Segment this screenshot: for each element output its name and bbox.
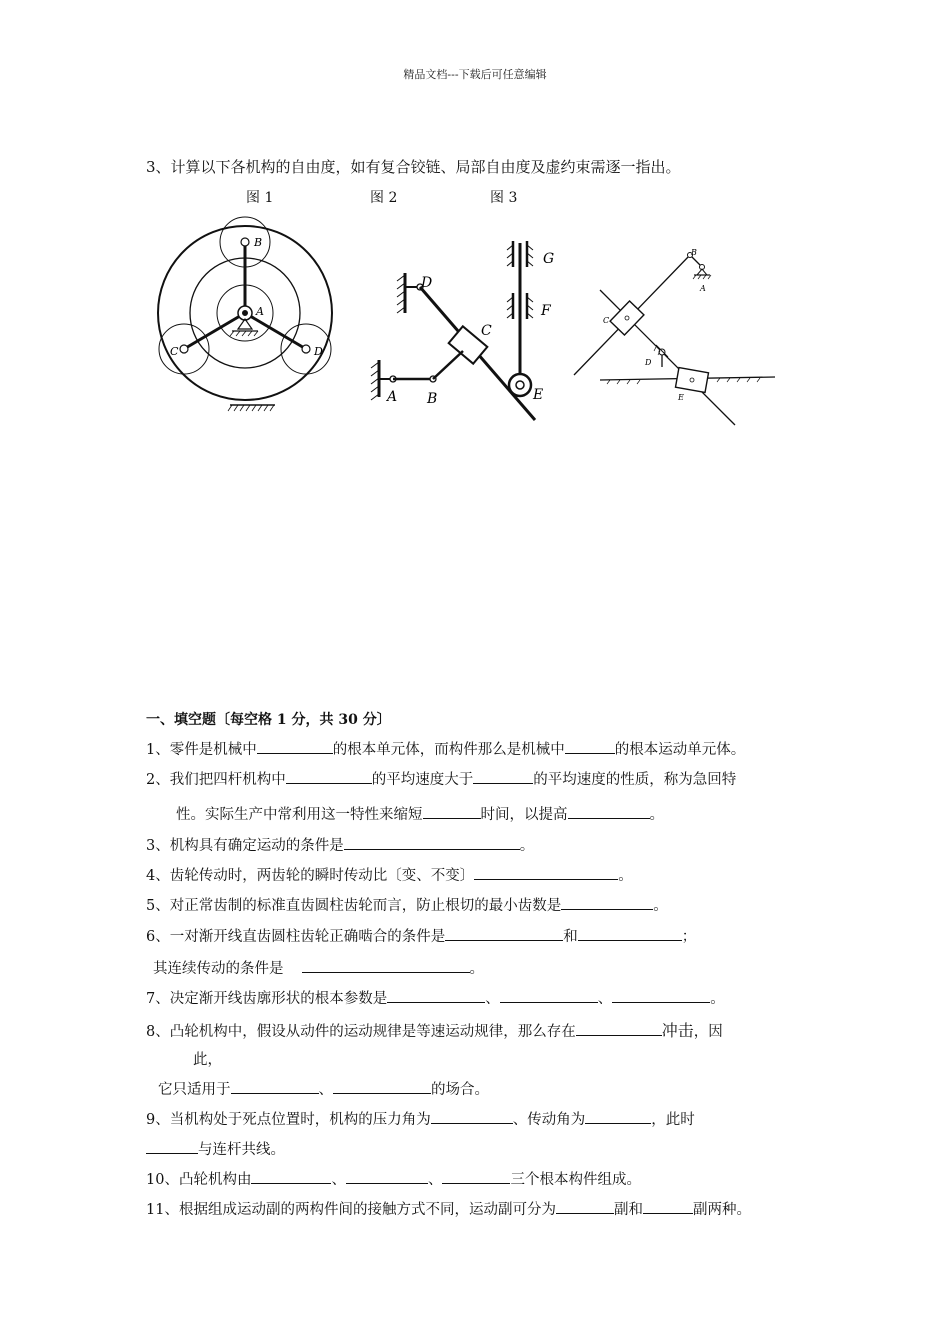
q6-blank-1[interactable]	[445, 925, 563, 941]
q8-text-d: 此，	[193, 1052, 222, 1068]
q10-blank-3[interactable]	[442, 1168, 510, 1184]
question-10	[146, 1168, 641, 1189]
q10-text-a: 10、凸轮机构由	[146, 1172, 252, 1188]
q8-text-c: ，因	[693, 1024, 723, 1040]
fig1-label-d: D	[314, 345, 323, 358]
q2-text-e: 时间，以提高	[480, 807, 568, 823]
page-header: 精品文档---下载后可任意编辑	[403, 68, 547, 81]
q6-text-a: 6、一对渐开线直齿圆柱齿轮正确啮合的条件是	[146, 929, 446, 945]
fig3-label-c: C	[603, 316, 610, 325]
q7-blank-1[interactable]	[387, 987, 485, 1003]
q1-blank-1[interactable]	[257, 738, 333, 754]
section-title: 一、填空题〔每空格 1 分，共 30 分〕	[146, 712, 391, 728]
q10-text-d: 三个根本构件组成。	[510, 1172, 641, 1188]
q7-blank-3[interactable]	[612, 987, 710, 1003]
q8-text-b: 冲击	[661, 1021, 694, 1040]
fig3-label-a: A	[700, 284, 706, 293]
question-3	[146, 834, 534, 855]
q2-text-c: 的平均速度的性质，称为急回特	[533, 772, 737, 788]
q1-text-c: 的根本运动单元体。	[614, 742, 746, 758]
question-4	[146, 864, 633, 885]
q6-text-c: ；	[681, 929, 697, 945]
question-9-cont	[146, 1138, 285, 1159]
q2-blank-3[interactable]	[423, 803, 481, 819]
q7-text-b: 、	[485, 991, 500, 1007]
q7-text-c: 、	[597, 991, 613, 1007]
q9-blank-3[interactable]	[146, 1138, 198, 1154]
q9-text-d: 与连杆共线。	[198, 1142, 285, 1158]
figure-2-linkage	[365, 235, 565, 430]
question-8-cont2	[158, 1078, 489, 1099]
q11-blank-1[interactable]	[556, 1198, 614, 1214]
fig2-label-c: C	[481, 323, 492, 339]
q3-blank-1[interactable]	[344, 834, 520, 850]
q1-text-b: 的根本单元体，而构件那么是机械中	[332, 742, 565, 758]
q8-blank-1[interactable]	[576, 1020, 662, 1036]
q8-text-f: 、	[318, 1082, 333, 1098]
q5-text-b: 。	[653, 898, 668, 914]
q8-blank-3[interactable]	[333, 1078, 431, 1094]
fig2-label-d: D	[421, 275, 433, 291]
q6-blank-3[interactable]	[302, 957, 470, 973]
q7-text-d: 。	[710, 991, 725, 1007]
q10-blank-2[interactable]	[346, 1168, 428, 1184]
q2-blank-4[interactable]	[568, 803, 650, 819]
q2-text-f: 。	[649, 807, 664, 823]
q8-blank-2[interactable]	[231, 1078, 319, 1094]
q10-blank-1[interactable]	[251, 1168, 331, 1184]
fig1-label-c: C	[170, 345, 179, 358]
question-6-cont	[153, 957, 484, 978]
q9-text-b: 、传动角为	[512, 1112, 586, 1128]
q9-blank-2[interactable]	[585, 1108, 651, 1124]
q9-blank-1[interactable]	[431, 1108, 513, 1124]
q4-text-a: 4、齿轮传动时，两齿轮的瞬时传动比〔变、不变〕	[146, 868, 475, 884]
q2-text-a: 2、我们把四杆机构中	[146, 772, 286, 788]
fig1-label-b: B	[254, 236, 263, 249]
fig2-label-f: F	[541, 303, 551, 319]
q11-text-b: 副和	[613, 1202, 643, 1218]
q8-text-e: 它只适用于	[158, 1082, 231, 1098]
q8-text-g: 的场合。	[431, 1082, 489, 1098]
q4-text-b: 。	[618, 868, 633, 884]
figure-1-label: 图 1	[246, 190, 274, 206]
figure-3-slider-mechanism	[570, 245, 780, 430]
q5-text-a: 5、对正常齿制的标准直齿圆柱齿轮而言，防止根切的最小齿数是	[146, 898, 562, 914]
q6-text-d: 其连续传动的条件是	[153, 961, 284, 977]
figure-2-label: 图 2	[370, 190, 398, 206]
question-3-text: 3、计算以下各机构的自由度，如有复合铰链、局部自由度及虚约束需逐一指出。	[146, 158, 681, 176]
q6-blank-2[interactable]	[578, 925, 682, 941]
fig3-label-e: E	[678, 393, 684, 402]
q5-blank-1[interactable]	[561, 894, 653, 910]
fig3-label-b: B	[691, 248, 697, 257]
q3-text-a: 3、机构具有确定运动的条件是	[146, 838, 344, 854]
question-5	[146, 894, 668, 915]
fig3-label-d: D	[645, 358, 652, 367]
q2-blank-1[interactable]	[286, 768, 372, 784]
q4-blank-1[interactable]	[474, 864, 618, 880]
q7-text-a: 7、决定渐开线齿廓形状的根本参数是	[146, 991, 388, 1007]
fig2-label-g: G	[543, 251, 555, 267]
q7-blank-2[interactable]	[500, 987, 598, 1003]
fig2-label-e: E	[533, 387, 544, 403]
q11-blank-2[interactable]	[643, 1198, 693, 1214]
q1-text-a: 1、零件是机械中	[146, 742, 257, 758]
fig2-label-b: B	[427, 391, 438, 407]
q6-text-e: 。	[469, 961, 484, 977]
q2-text-b: 的平均速度大于	[371, 772, 474, 788]
question-2-cont	[176, 803, 664, 824]
question-9	[146, 1108, 695, 1129]
q9-text-c: ，此时	[651, 1112, 695, 1128]
q10-text-c: 、	[427, 1172, 443, 1188]
fig2-label-a: A	[387, 389, 398, 405]
q2-text-d: 性。实际生产中常利用这一特性来缩短	[176, 807, 423, 823]
q2-blank-2[interactable]	[473, 768, 533, 784]
q3-text-b: 。	[519, 838, 535, 854]
question-1	[146, 738, 745, 759]
question-7	[146, 987, 725, 1008]
q9-text-a: 9、当机构处于死点位置时，机构的压力角为	[146, 1112, 431, 1128]
q11-text-a: 11、根据组成运动副的两构件间的接触方式不同，运动副可分为	[146, 1202, 556, 1218]
question-8	[146, 1018, 723, 1041]
question-8-cont	[193, 1048, 222, 1069]
question-11	[146, 1198, 751, 1219]
fig1-label-a: A	[256, 305, 264, 318]
q1-blank-2[interactable]	[565, 738, 615, 754]
q10-text-b: 、	[331, 1172, 346, 1188]
figure-3-label: 图 3	[490, 190, 518, 206]
figure-1-planetary-gear	[150, 215, 350, 420]
q11-text-c: 副两种。	[692, 1202, 751, 1218]
question-6	[146, 925, 696, 946]
q8-text-a: 8、凸轮机构中，假设从动件的运动规律是等速运动规律，那么存在	[146, 1024, 576, 1040]
question-2	[146, 768, 736, 789]
q6-text-b: 和	[563, 929, 578, 945]
